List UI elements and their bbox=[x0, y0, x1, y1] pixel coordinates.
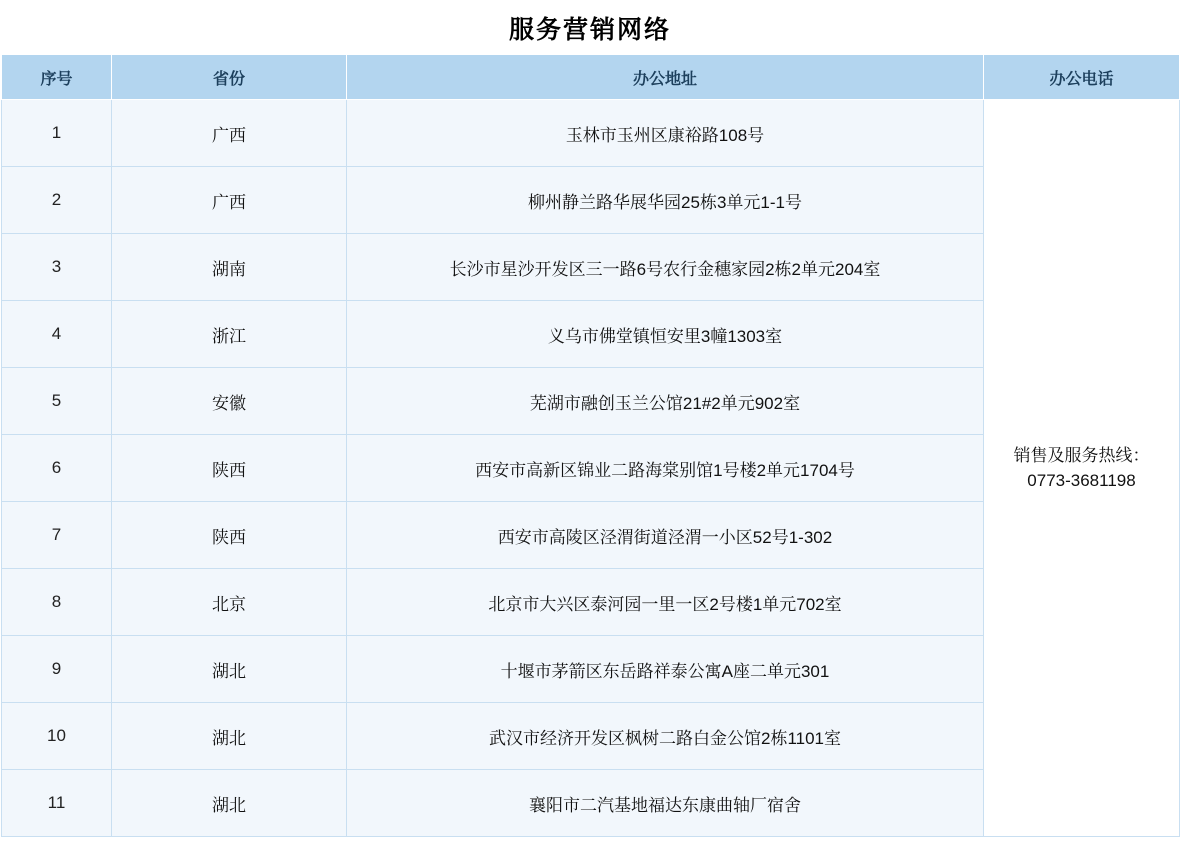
cell-province: 广西 bbox=[112, 100, 347, 167]
page-title: 服务营销网络 bbox=[508, 17, 671, 44]
cell-province: 湖南 bbox=[112, 234, 347, 301]
cell-province: 湖北 bbox=[112, 770, 347, 837]
cell-province: 浙江 bbox=[112, 301, 347, 368]
cell-address: 襄阳市二汽基地福达东康曲轴厂宿舍 bbox=[347, 770, 984, 837]
cell-index: 8 bbox=[2, 569, 112, 636]
phone-number: 0773-3681198 bbox=[1027, 471, 1136, 490]
cell-address: 柳州静兰路华展华园25栋3单元1-1号 bbox=[347, 167, 984, 234]
cell-address: 西安市高新区锦业二路海棠别馆1号楼2单元1704号 bbox=[347, 435, 984, 502]
column-header-phone: 办公电话 bbox=[984, 55, 1180, 100]
cell-index: 5 bbox=[2, 368, 112, 435]
cell-index: 2 bbox=[2, 167, 112, 234]
cell-address: 玉林市玉州区康裕路108号 bbox=[347, 100, 984, 167]
cell-address: 西安市高陵区泾渭街道泾渭一小区52号1-302 bbox=[347, 502, 984, 569]
cell-province: 陕西 bbox=[112, 435, 347, 502]
column-header-address: 办公地址 bbox=[347, 55, 984, 100]
cell-index: 4 bbox=[2, 301, 112, 368]
cell-index: 11 bbox=[2, 770, 112, 837]
cell-index: 6 bbox=[2, 435, 112, 502]
cell-phone bbox=[984, 100, 1180, 837]
service-network-table bbox=[1, 54, 1180, 837]
table-row bbox=[2, 100, 1180, 167]
phone-label: 销售及服务热线： bbox=[1013, 445, 1150, 465]
table-header-row bbox=[2, 55, 1180, 100]
cell-province: 湖北 bbox=[112, 636, 347, 703]
cell-address: 义乌市佛堂镇恒安里3幢1303室 bbox=[347, 301, 984, 368]
cell-address: 十堰市茅箭区东岳路祥泰公寓A座二单元301 bbox=[347, 636, 984, 703]
table-body bbox=[2, 100, 1180, 837]
cell-index: 9 bbox=[2, 636, 112, 703]
cell-index: 3 bbox=[2, 234, 112, 301]
column-header-province: 省份 bbox=[112, 55, 347, 100]
cell-index: 10 bbox=[2, 703, 112, 770]
cell-address: 长沙市星沙开发区三一路6号农行金穗家园2栋2单元204室 bbox=[347, 234, 984, 301]
cell-province: 北京 bbox=[112, 569, 347, 636]
cell-province: 湖北 bbox=[112, 703, 347, 770]
cell-province: 安徽 bbox=[112, 368, 347, 435]
cell-province: 广西 bbox=[112, 167, 347, 234]
cell-address: 武汉市经济开发区枫树二路白金公馆2栋1101室 bbox=[347, 703, 984, 770]
column-header-index: 序号 bbox=[2, 55, 112, 100]
cell-address: 北京市大兴区泰河园一里一区2号楼1单元702室 bbox=[347, 569, 984, 636]
cell-address: 芜湖市融创玉兰公馆21#2单元902室 bbox=[347, 368, 984, 435]
cell-index: 7 bbox=[2, 502, 112, 569]
cell-province: 陕西 bbox=[112, 502, 347, 569]
cell-index: 1 bbox=[2, 100, 112, 167]
table-header bbox=[2, 55, 1180, 100]
